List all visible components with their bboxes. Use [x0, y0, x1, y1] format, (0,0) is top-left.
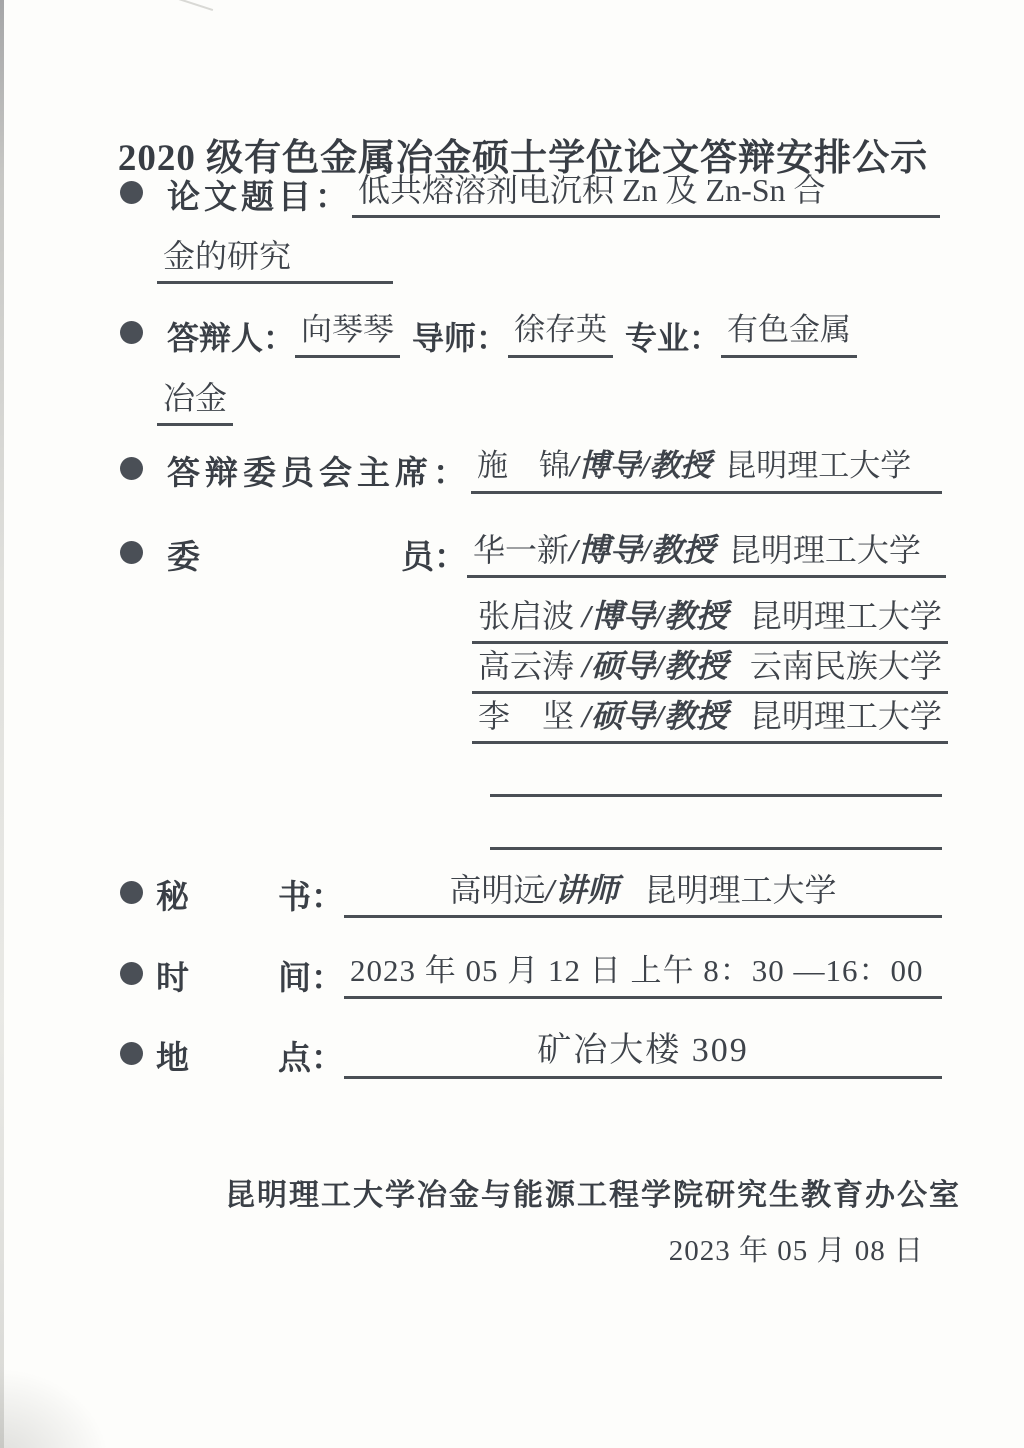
member-titles: /博导/教授: [569, 532, 715, 568]
member-titles: /博导/教授: [582, 598, 728, 634]
place-label-char2: 点：: [278, 1041, 344, 1077]
committee-chair-value: [471, 446, 942, 494]
chair-name: 施 锦: [477, 448, 570, 483]
time-row: [120, 951, 942, 999]
secretary-titles: /讲师: [545, 872, 619, 908]
committee-label-char2: 员：: [401, 540, 467, 576]
committee-empty-slot-line: [490, 748, 942, 797]
committee-empty-slot-line: [490, 801, 942, 850]
place-value-underline: [344, 1031, 942, 1079]
member-titles: /硕导/教授: [582, 648, 728, 684]
secretary-label-char2: 书：: [278, 880, 344, 916]
candidate-row: [120, 310, 944, 358]
place-value: 矿冶大楼 309: [537, 1032, 749, 1069]
member-affiliation: 云南民族大学: [749, 648, 942, 684]
committee-chair-row: [120, 446, 942, 494]
time-value: 2023 年 05 月 12 日 上午 8：30 —16：00: [350, 953, 924, 988]
thesis-title-row-continued: [157, 236, 393, 284]
candidate-row-continued: [157, 378, 233, 426]
secretary-label-char1: 秘: [156, 880, 189, 916]
footer-date: 2023 年 05 月 08 日: [668, 1235, 924, 1267]
bullet-icon: [120, 457, 143, 480]
place-label: [156, 1039, 344, 1079]
member-name: 李 坚: [478, 698, 575, 734]
time-label: [156, 959, 344, 999]
supervisor-label: 导师：: [412, 320, 509, 356]
committee-member-2: [472, 646, 948, 694]
secretary-row: [120, 870, 942, 918]
chair-titles: /博导/教授: [570, 448, 712, 483]
member-affiliation: 昆明理工大学: [749, 598, 942, 634]
major-value-line1: 有色金属: [721, 310, 857, 358]
bullet-icon: [120, 962, 143, 985]
committee-member-3: [472, 696, 948, 744]
secretary-name: 高明远: [449, 872, 546, 908]
secretary-label: [156, 878, 344, 918]
committee-member-row: [472, 596, 948, 644]
secretary-value: [344, 870, 942, 918]
thesis-title-label: 论文题目：: [167, 180, 352, 216]
thesis-title-value-line1: 低共熔溶剂电沉积 Zn 及 Zn-Sn 合: [352, 170, 940, 218]
committee-member-1: [472, 596, 948, 644]
bullet-icon: [120, 181, 143, 204]
scan-smudge-artifact: [0, 1368, 110, 1448]
time-label-char2: 间：: [278, 961, 344, 997]
candidate-label: 答辩人：: [167, 320, 296, 356]
committee-label-char1: 委: [167, 540, 200, 576]
bullet-icon: [120, 1042, 143, 1065]
committee-chair-label: 答辩委员会主席：: [167, 456, 471, 492]
committee-member-row: [472, 696, 948, 744]
member-titles: /硕导/教授: [582, 698, 728, 734]
place-row: [120, 1031, 942, 1079]
scan-scratch-artifact: [169, 0, 213, 11]
chair-affiliation: 昆明理工大学: [725, 448, 912, 483]
major-label: 专业：: [625, 320, 722, 356]
committee-member-row: [120, 530, 946, 578]
bullet-icon: [120, 321, 143, 344]
secretary-affiliation: 昆明理工大学: [644, 872, 837, 908]
place-label-char1: 地: [156, 1041, 189, 1077]
member-name: 张启波: [478, 598, 575, 634]
thesis-title-row: [120, 170, 940, 218]
candidate-name: 向琴琴: [295, 310, 400, 358]
thesis-title-value-line2: 金的研究: [157, 236, 393, 284]
bullet-icon: [120, 881, 143, 904]
footer-organization: 昆明理工大学冶金与能源工程学院研究生教育办公室: [225, 1179, 961, 1212]
member-affiliation: 昆明理工大学: [749, 698, 942, 734]
committee-member-row: [472, 646, 948, 694]
member-name: 高云涛: [478, 648, 575, 684]
scan-edge-artifact: [0, 0, 4, 1448]
major-value-line2: 冶金: [157, 378, 233, 426]
supervisor-name: 徐存英: [508, 310, 613, 358]
time-label-char1: 时: [156, 961, 189, 997]
member-affiliation: 昆明理工大学: [728, 532, 921, 568]
bullet-icon: [120, 541, 143, 564]
time-value-underline: [344, 951, 942, 999]
page-title: 2020 级有色金属冶金硕士学位论文答辩安排公示: [117, 137, 929, 179]
committee-label: [167, 538, 467, 578]
member-name: 华一新: [473, 532, 570, 568]
committee-member-0: [467, 530, 946, 578]
